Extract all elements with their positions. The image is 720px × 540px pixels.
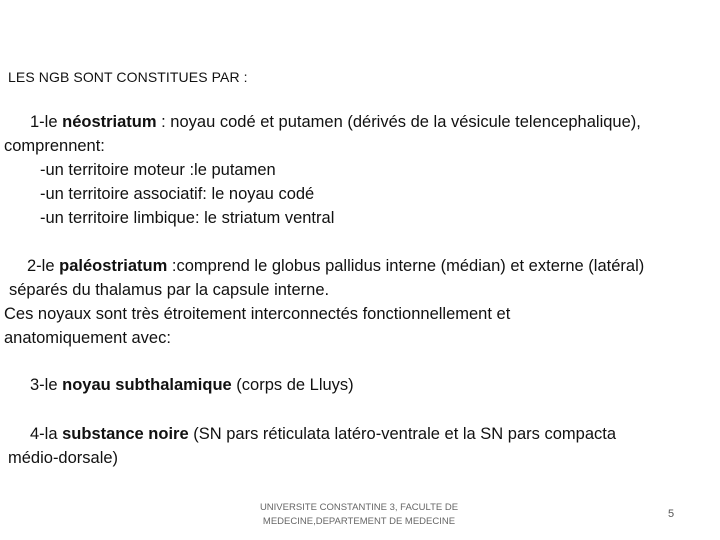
connect-line2: anatomiquement avec: [4,329,171,347]
slide-title: LES NGB SONT CONSTITUES PAR : [8,69,248,85]
item1-cont: comprennent: [4,137,105,155]
item4-line1: 4-la substance noire (SN pars réticulata latéro-ventrale et la SN pars compacta [30,425,617,443]
item-subthalamique [4,373,720,397]
term-neostriatum: néostriatum [62,113,157,131]
item1-line1: 1-le néostriatum : noyau codé et putamen (dérivés de la vésicule telencephalique), [30,113,641,131]
item-substance-noire [4,422,720,470]
item-paleostriatum [4,254,720,350]
bullet-limbique: -un territoire limbique: le striatum ventral [40,209,335,227]
term-paleostriatum: paléostriatum [59,257,168,275]
item2-line1: 2-le paléostriatum :comprend le globus pallidus interne (médian) et externe (latéral) [27,257,645,275]
item2-cont: séparés du thalamus par la capsule interne. [9,281,330,299]
bullet-moteur: -un territoire moteur :le putamen [40,161,276,179]
item4-cont: médio-dorsale) [8,449,119,467]
term-substance-noire: substance noire [62,425,189,443]
page-number: 5 [668,508,675,520]
connect-line1: Ces noyaux sont très étroitement interconnectés fonctionnellement et [4,305,511,323]
footer-institution: UNIVERSITE CONSTANTINE 3, FACULTE DE MEDECINE,DEPARTEMENT DE MEDECINE [259,502,459,527]
bullet-associatif: -un territoire associatif: le noyau codé [40,185,315,203]
term-noyau-subthalamique: noyau subthalamique [62,376,232,394]
item3-line1: 3-le noyau subthalamique (corps de Lluys) [30,376,354,394]
item-neostriatum [4,110,720,230]
